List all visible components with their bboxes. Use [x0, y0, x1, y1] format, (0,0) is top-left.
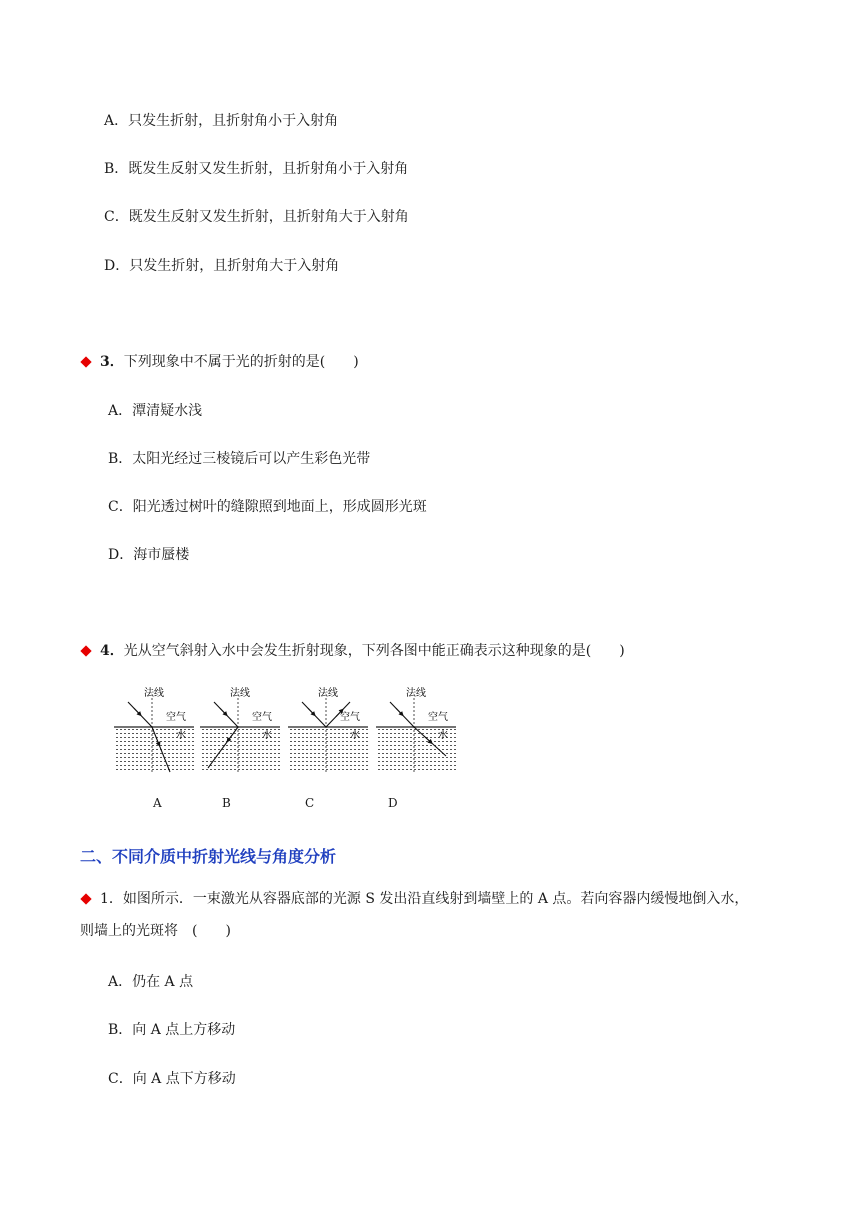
- s2-q1-option-c: C．向 A 点下方移动: [108, 1071, 236, 1087]
- s2-q1-option-b: B．向 A 点上方移动: [108, 1022, 236, 1038]
- svg-text:水: 水: [438, 730, 448, 741]
- q3-option-a: A．潭清疑水浅: [108, 403, 203, 419]
- q2-option-a: A．只发生折射，且折射角小于入射角: [104, 113, 339, 129]
- bullet-diamond-icon: [80, 893, 91, 904]
- svg-text:空气: 空气: [428, 712, 448, 723]
- question-stem: 下列现象中不属于光的折射的是( ): [123, 354, 359, 370]
- svg-text:水: 水: [262, 730, 272, 741]
- question-stem-line1: 如图所示．一束激光从容器底部的光源 S 发出沿直线射到墙壁上的 A 点。若向容器内缓慢地倒入水，: [122, 891, 749, 907]
- q2-option-c: C．既发生反射又发生折射，且折射角大于入射角: [104, 209, 409, 225]
- svg-text:空气: 空气: [166, 712, 186, 723]
- svg-text:法线: 法线: [318, 688, 338, 699]
- q3-option-b: B．太阳光经过三棱镜后可以产生彩色光带: [108, 451, 371, 467]
- question-number: 3．: [100, 354, 124, 370]
- q2-option-b: B．既发生反射又发生折射，且折射角小于入射角: [104, 161, 409, 177]
- q2-option-d: D．只发生折射，且折射角大于入射角: [104, 258, 340, 274]
- q3-option-c: C．阳光透过树叶的缝隙照到地面上，形成圆形光斑: [108, 499, 427, 515]
- s2-q1-option-a: A．仍在 A 点: [108, 974, 194, 990]
- refraction-figure-b: [198, 684, 282, 774]
- question-stem: 光从空气斜射入水中会发生折射现象，下列各图中能正确表示这种现象的是( ): [123, 643, 625, 659]
- section-heading: 二、不同介质中折射光线与角度分析: [80, 847, 337, 866]
- question-3: [80, 353, 359, 371]
- svg-text:空气: 空气: [252, 712, 272, 723]
- figure-label-a: A: [153, 796, 162, 810]
- figure-label-b: B: [222, 796, 231, 810]
- svg-text:法线: 法线: [406, 688, 426, 699]
- bullet-diamond-icon: [80, 356, 91, 367]
- question-number: 4．: [100, 643, 124, 659]
- figure-label-c: C: [305, 796, 315, 810]
- svg-text:水: 水: [176, 730, 186, 741]
- refraction-figure-c: [286, 684, 370, 774]
- svg-text:空气: 空气: [340, 712, 360, 723]
- refraction-figure-a: [112, 684, 196, 774]
- section2-question-1: [80, 890, 748, 908]
- question-4: [80, 642, 625, 660]
- bullet-diamond-icon: [80, 645, 91, 656]
- figure-label-d: D: [388, 796, 398, 810]
- q3-option-d: D．海市蜃楼: [108, 547, 190, 563]
- question-number: 1．: [100, 891, 123, 907]
- question-stem-line2: 则墙上的光斑将 ( ): [80, 923, 231, 939]
- svg-text:法线: 法线: [230, 688, 250, 699]
- svg-text:法线: 法线: [144, 688, 164, 699]
- svg-text:水: 水: [350, 730, 360, 741]
- refraction-figure-d: [374, 684, 458, 774]
